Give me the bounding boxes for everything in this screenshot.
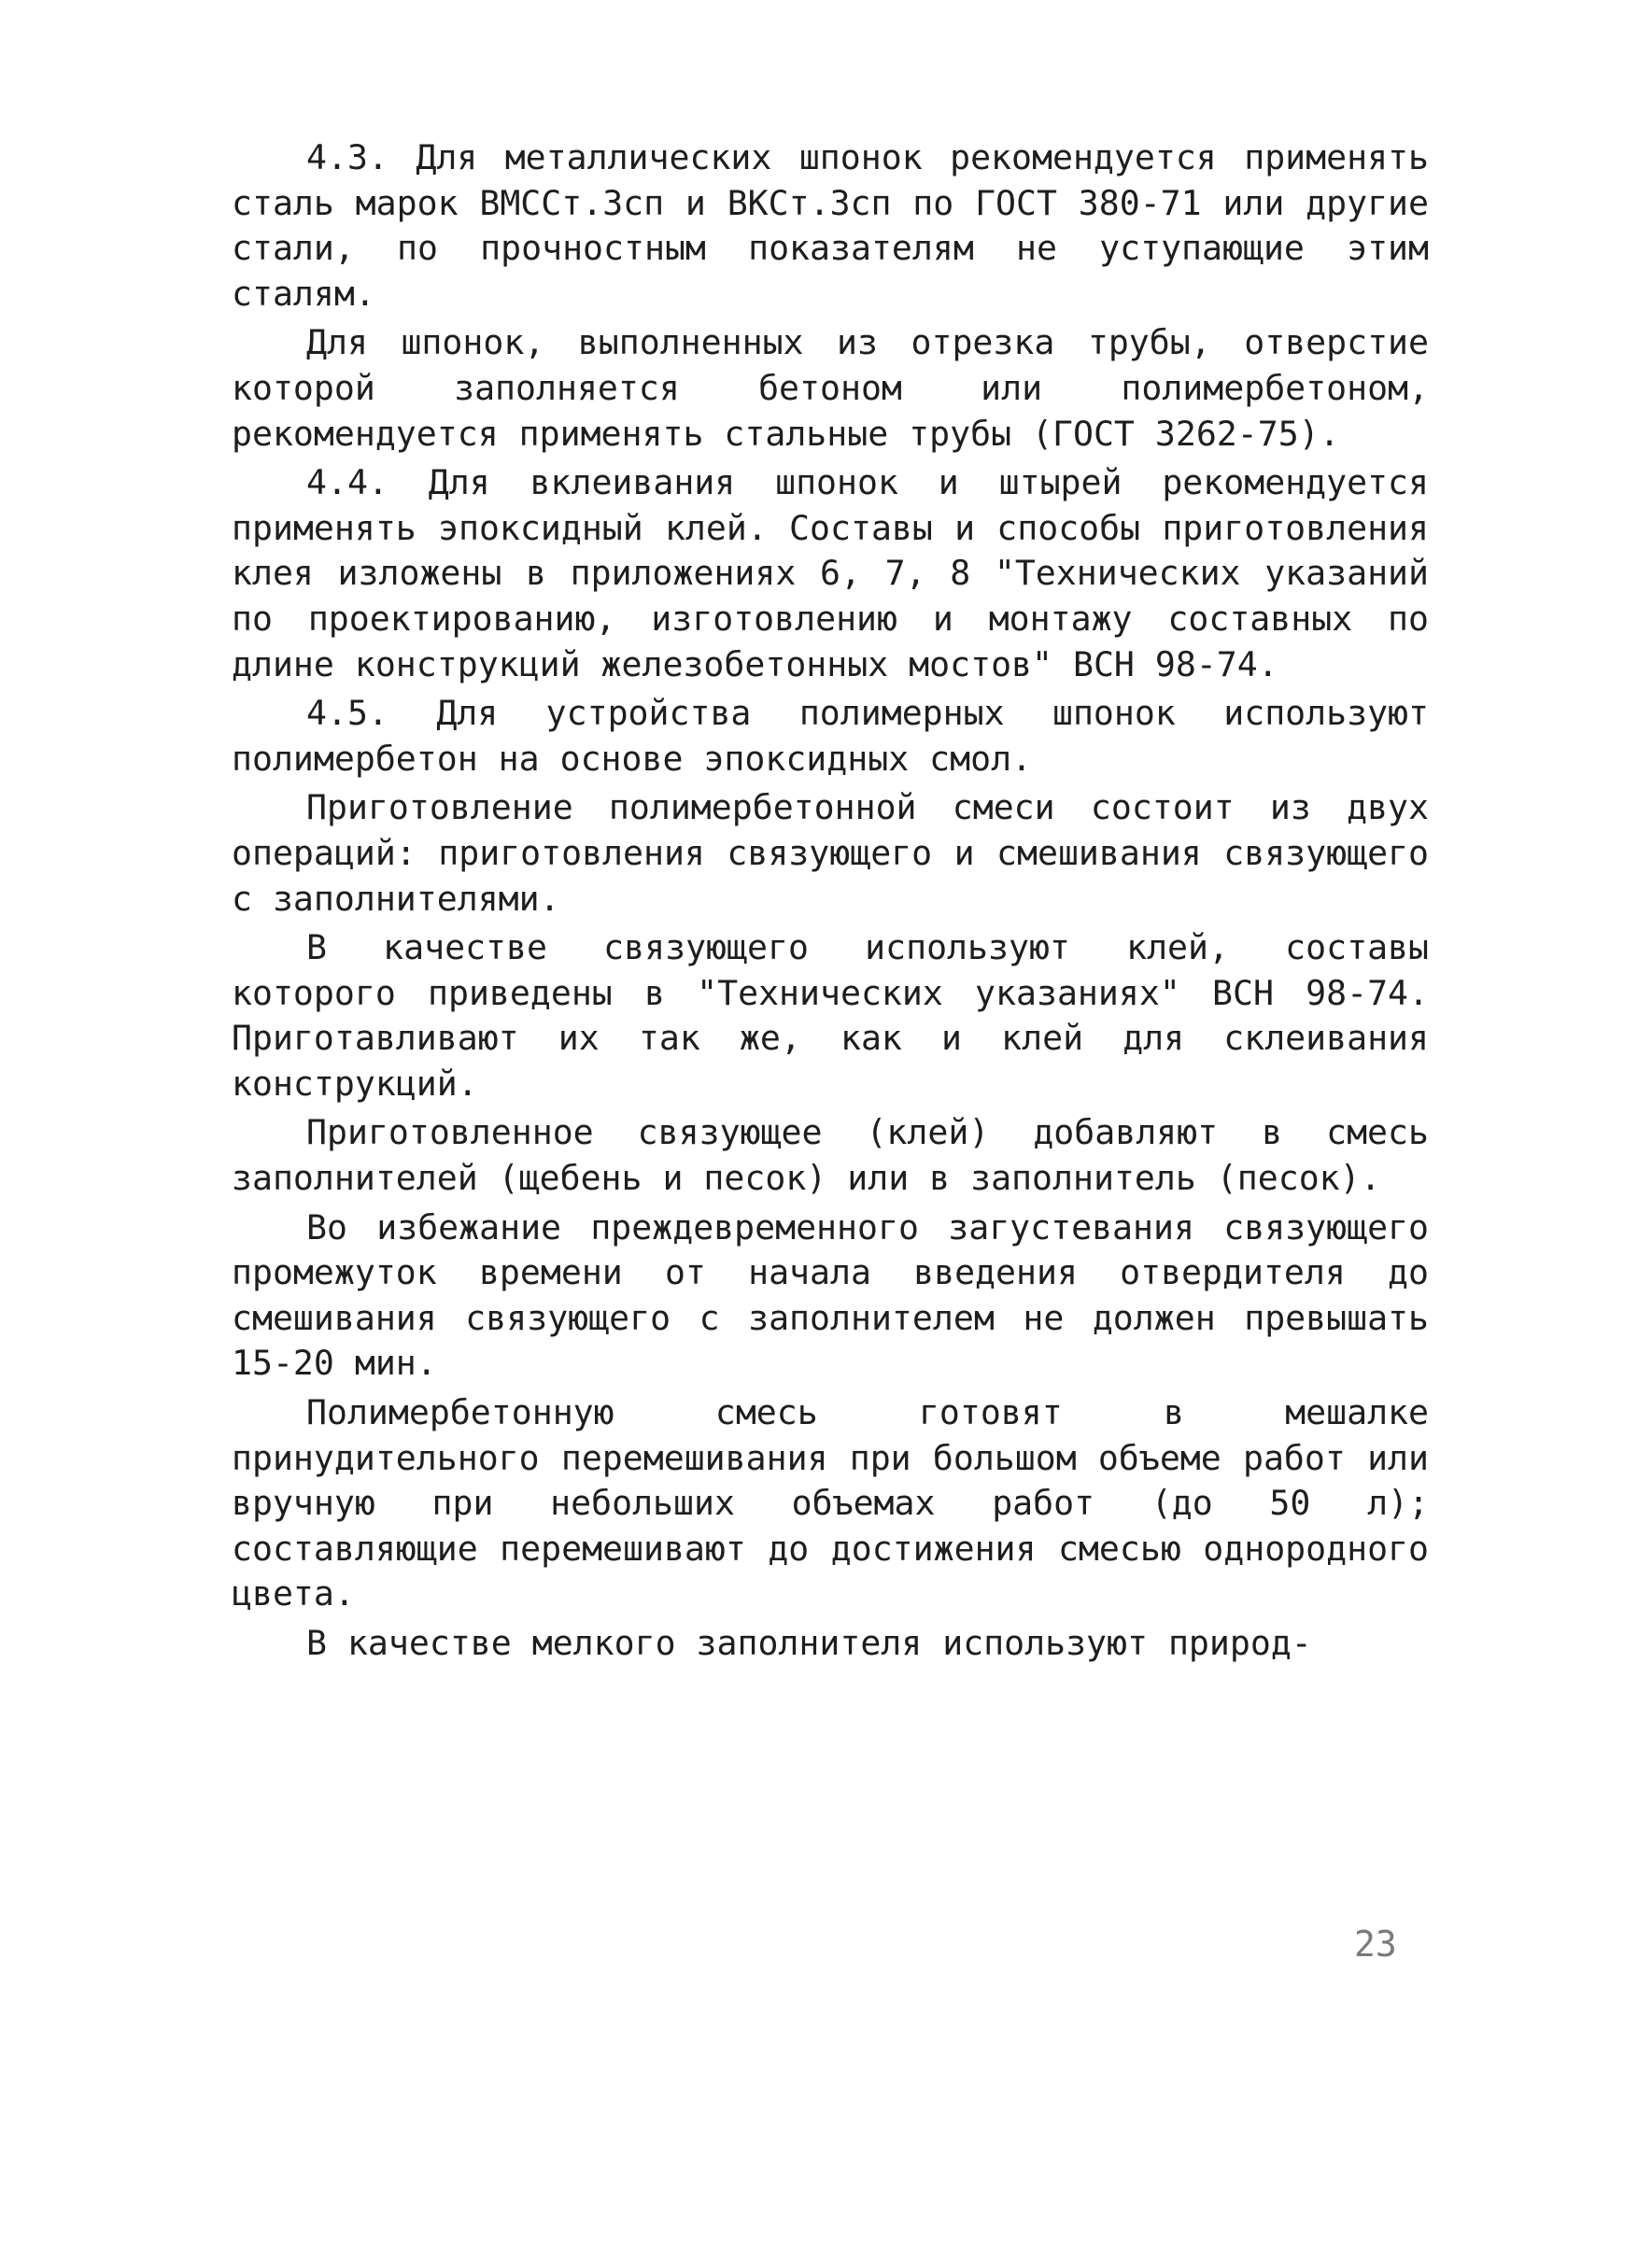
paragraph-binder-added: Приготовленное связующее (клей) добавляют в смесь заполнителей (щебень и песок) или в заполнитель (песок).: [232, 1112, 1429, 1199]
document-body: [232, 135, 1429, 1670]
paragraph-pipe-keys: Для шпонок, выполненных из отрезка трубы, отверстие которой заполняется бетоном или полимербетоном, рекомендуется применять стальные трубы (ГОСТ 3262-75).: [232, 322, 1429, 454]
paragraph-thickening: Во избежание преждевременного загустевания связующего промежуток времени от начала введения отвердителя до смешивания связующего с заполнителем не должен превышать 15-20 мин.: [232, 1206, 1429, 1384]
paragraph-fine-aggregate: В качестве мелкого заполнителя используют природ-: [306, 1623, 1312, 1663]
paragraph-binder: В качестве связующего используют клей, составы которого приведены в "Технических указаниях" ВСН 98-74. Приготавливают их так же, как и клей для склеивания конструкций.: [232, 927, 1429, 1104]
paragraph-4-4: 4.4. Для вклеивания шпонок и штырей рекомендуется применять эпоксидный клей. Составы и способы приготовления клея изложены в приложениях 6, 7, 8 "Технических указаний по проектированию, изготовлению и монтажу составных по длине конструкций железобетонных мостов" ВСН 98-74.: [232, 462, 1429, 684]
page-number: 23: [1354, 1924, 1397, 1965]
paragraph-4-3: 4.3. Для металлических шпонок рекомендуется применять сталь марок ВМСCт.3сп и ВКСт.3сп по ГОСТ 380-71 или другие стали, по прочностным показателям не уступающие этим сталям.: [232, 137, 1429, 314]
paragraph-4-5: 4.5. Для устройства полимерных шпонок используют полимербетон на основе эпоксидных смол.: [232, 693, 1429, 779]
paragraph-mixer: Полимербетонную смесь готовят в мешалке принудительного перемешивания при большом объеме работ или вручную при небольших объемах работ (до 50 л); составляющие перемешивают до достижения смесью однородного цвета.: [232, 1392, 1429, 1614]
paragraph-mix-preparation: Приготовление полимербетонной смеси состоит из двух операций: приготовления связующего и смешивания связующего с заполнителями.: [232, 787, 1429, 919]
